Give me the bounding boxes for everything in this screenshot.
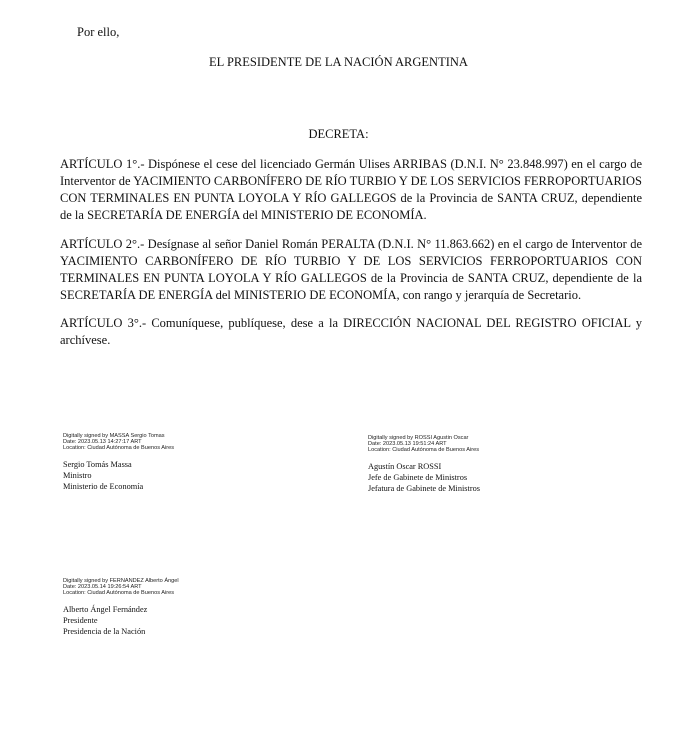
digital-signature-stamp [63,578,179,596]
signed-by: Digitally signed by FERNANDEZ Alberto Ángel [63,578,179,584]
signature-date: Date: 2023.05.13 14:27:17 ART [63,439,142,445]
digital-signature-stamp [368,435,480,453]
signature-location: Location: Ciudad Autónoma de Buenos Aires [63,590,175,596]
decreta-heading: DECRETA: [308,127,369,141]
intro-text: Por ello, [77,25,120,39]
article-3: ARTÍCULO 3°.- Comuníquese, publíquese, dese a la DIRECCIÓN NACIONAL DEL REGISTRO OFICIAL y archívese. [60,316,642,347]
signed-by: Digitally signed by MASSA Sergio Tomas [63,433,165,439]
signature-location: Location: Ciudad Autónoma de Buenos Aires [63,445,175,451]
article-2: ARTÍCULO 2°.- Desígnase al señor Daniel Román PERALTA (D.N.I. N° 11.863.662) en el cargo de Interventor de YACIMIENTO CARBONÍFERO DE RÍO TURBIO Y DE LOS SERVICIOS FERROPORTUARIOS CON TERMINALES EN PUNTA LOYOLA Y RÍO GALLEGOS de la Provincia de SANTA CRUZ, dependiente de la SECRETARÍA DE ENERGÍA del MINISTERIO DE ECONOMÍA, con rango y jerarquía de Secretario. [60,237,642,302]
signature-date: Date: 2023.05.13 19:51:24 ART [368,441,447,447]
signature-date: Date: 2023.05.14 19:26:54 ART [63,584,142,590]
article-1: ARTÍCULO 1°.- Dispónese el cese del licenciado Germán Ulises ARRIBAS (D.N.I. N° 23.848.997) en el cargo de Interventor de YACIMIENTO CARBONÍFERO DE RÍO TURBIO Y DE LOS SERVICIOS FERROPORTUARIOS CON TERMINALES EN PUNTA LOYOLA Y RÍO GALLEGOS de la Provincia de SANTA CRUZ, dependiente de la SECRETARÍA DE ENERGÍA del MINISTERIO DE ECONOMÍA. [60,157,642,222]
president-heading: EL PRESIDENTE DE LA NACIÓN ARGENTINA [209,55,468,69]
signature-block-fernandez [63,578,179,637]
signature-block-massa [63,433,174,492]
signer-role: Jefe de Gabinete de Ministros [368,473,468,482]
signed-by: Digitally signed by ROSSI Agustin Oscar [368,435,469,441]
signer-name: Sergio Tomás Massa [63,460,132,469]
signer-role: Presidente [63,616,98,625]
signer-role: Ministro [63,471,92,480]
signer-name: Alberto Ángel Fernández [63,605,148,614]
signature-location: Location: Ciudad Autónoma de Buenos Aires [368,447,480,453]
signer-office: Presidencia de la Nación [63,627,146,636]
signer-office: Jefatura de Gabinete de Ministros [368,484,480,493]
signer-office: Ministerio de Economía [63,482,144,491]
signature-block-rossi [368,435,480,494]
digital-signature-stamp [63,433,174,451]
signer-name: Agustín Oscar ROSSI [368,462,442,471]
